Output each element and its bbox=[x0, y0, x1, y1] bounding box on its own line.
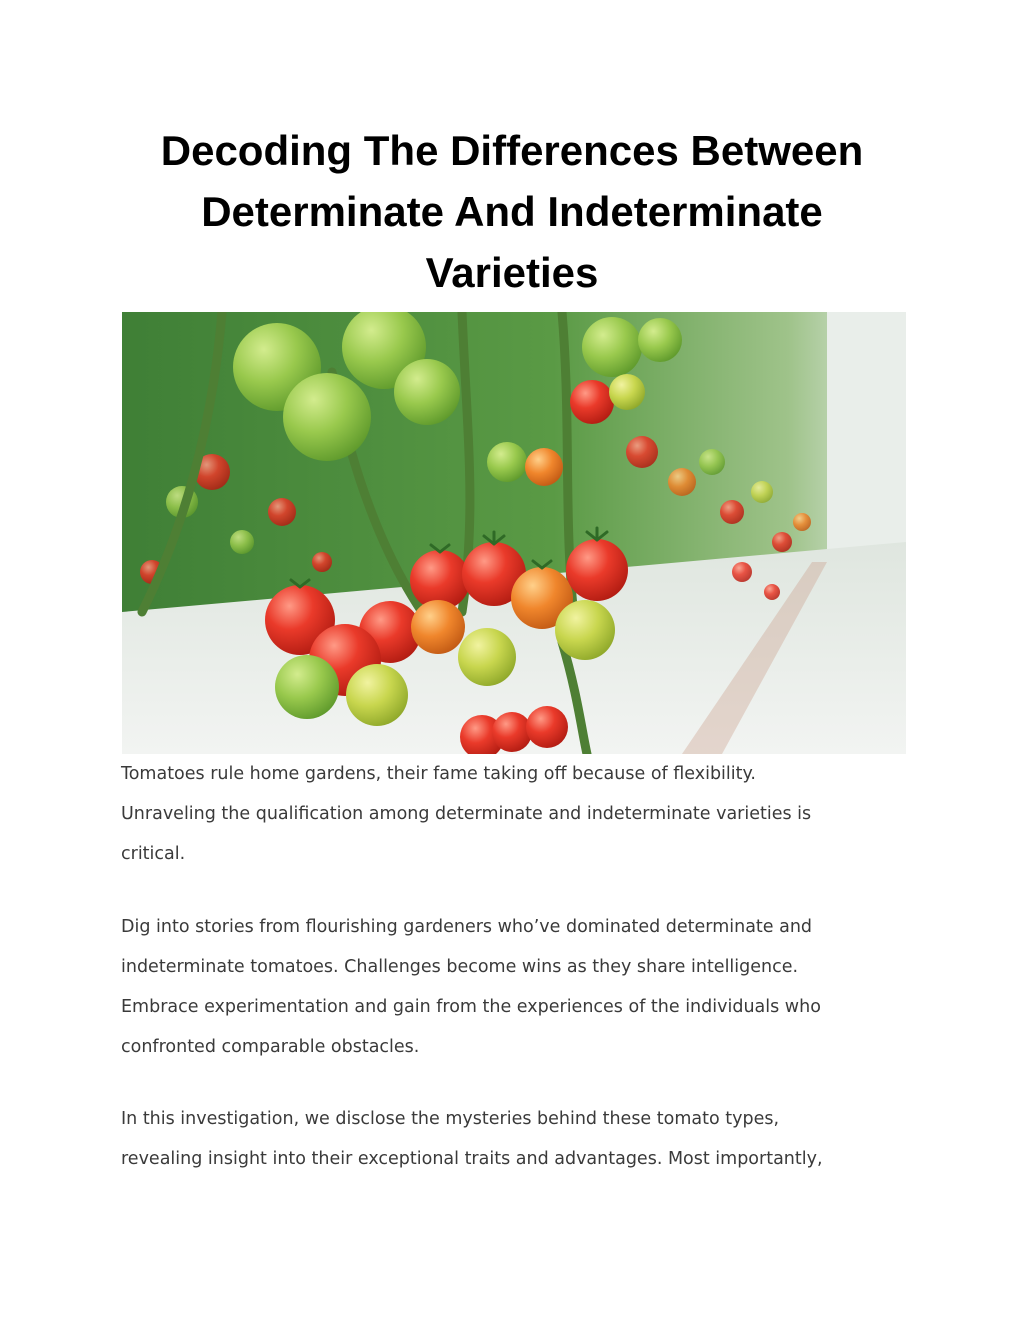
paragraph bbox=[121, 754, 921, 874]
hero-image bbox=[122, 312, 906, 754]
paragraph-line: Tomatoes rule home gardens, their fame taking off because of flexibility. bbox=[121, 764, 756, 784]
paragraph bbox=[121, 1099, 921, 1179]
paragraph bbox=[121, 907, 921, 1067]
paragraph-line: In this investigation, we disclose the mysteries behind these tomato types, bbox=[121, 1109, 780, 1129]
paragraph-line: indeterminate tomatoes. Challenges become wins as they share intelligence. bbox=[121, 957, 799, 977]
paragraph-line: confronted comparable obstacles. bbox=[121, 1037, 420, 1057]
page-title bbox=[0, 120, 1024, 303]
paragraph-line: Unraveling the qualification among determinate and indeterminate varieties is bbox=[121, 804, 812, 824]
title-line: Varieties bbox=[425, 249, 599, 296]
paragraph-line: critical. bbox=[121, 844, 186, 864]
paragraph-line: Embrace experimentation and gain from the experiences of the individuals who bbox=[121, 997, 821, 1017]
title-line: Decoding The Differences Between bbox=[160, 127, 864, 174]
paragraph-line: Dig into stories from flourishing gardeners who’ve dominated determinate and bbox=[121, 917, 813, 937]
tomato-photo-illustration bbox=[122, 312, 906, 754]
title-line: Determinate And Indeterminate bbox=[201, 188, 823, 235]
paragraph-line: revealing insight into their exceptional traits and advantages. Most importantly, bbox=[121, 1149, 823, 1169]
